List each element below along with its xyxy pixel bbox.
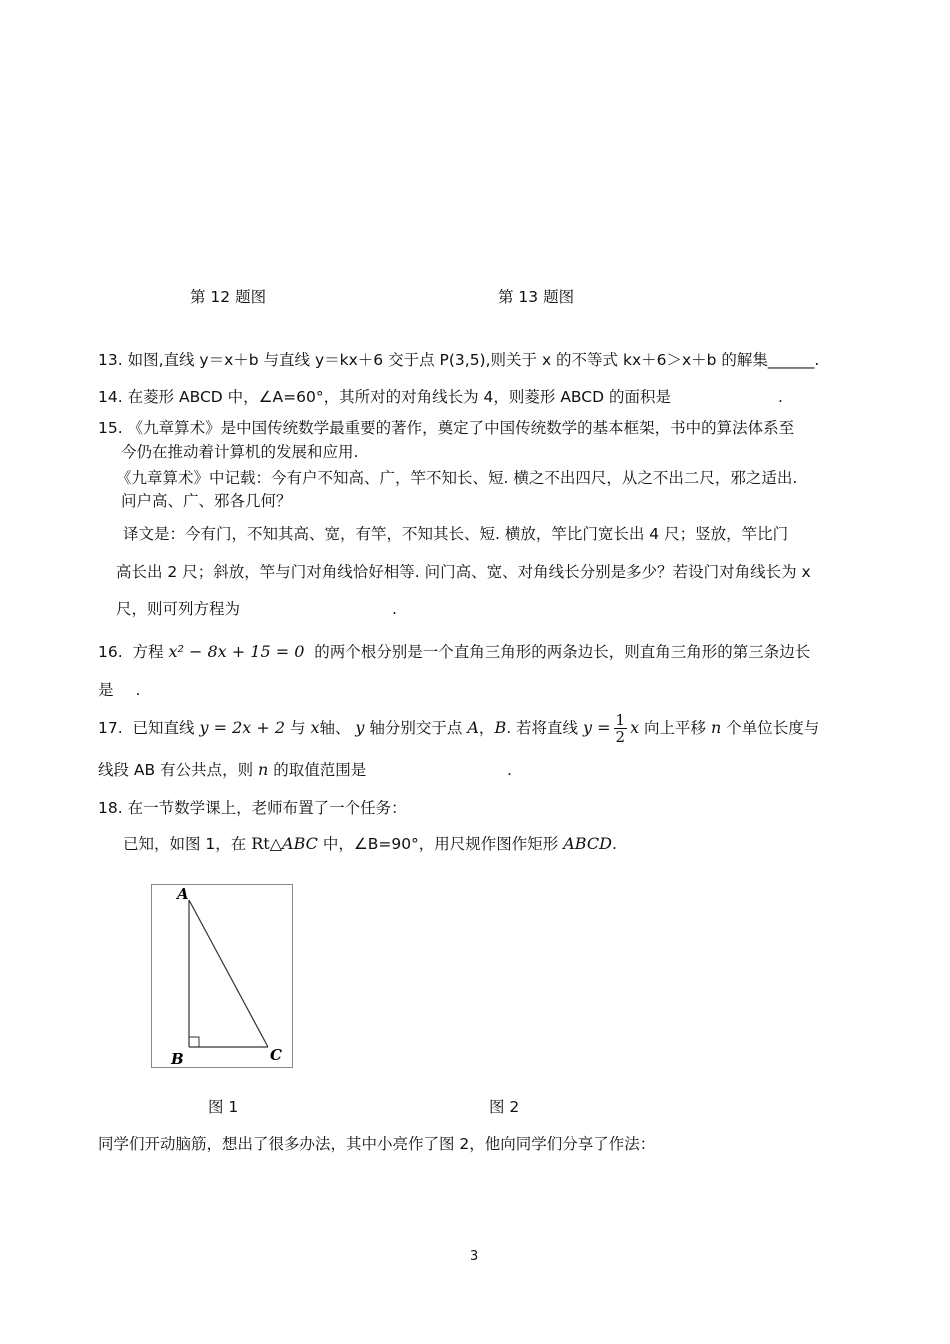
- label-a: A: [177, 885, 189, 903]
- question-13: 13. 如图,直线 y＝x＋b 与直线 y＝kx＋6 交于点 P(3,5),则关于 x 的不等式 kx＋6＞x＋b 的解集______.: [98, 351, 820, 369]
- question-15-line-6: 高长出 2 尺；斜放，竿与门对角线恰好相等. 问门高、宽、对角线长分别是多少？若设门对角线长为 x: [116, 563, 811, 581]
- question-17-eq2-lhs: y =: [583, 718, 611, 737]
- question-16-number: 16.: [98, 643, 123, 661]
- question-15-line-5: 译文是：今有门，不知其高、宽，有竿，不知其长、短. 横放，竿比门宽长出 4 尺；竖放，竿比门: [123, 525, 789, 543]
- question-18-line-2: [123, 834, 617, 854]
- question-17-n-var: n: [711, 718, 722, 737]
- question-18-mid: 中，∠B=90°，用尺规作图作矩形: [322, 835, 559, 853]
- label-b: B: [171, 1050, 184, 1068]
- question-15-line-2: 今仍在推动着计算机的发展和应用.: [121, 443, 359, 461]
- question-17-point-b: B: [494, 718, 507, 737]
- question-14-end: .: [778, 388, 783, 406]
- question-17-point-a: A: [467, 718, 479, 737]
- question-17-line-2-pre: 线段 AB 有公共点，则: [98, 761, 254, 779]
- question-17-text-1: 已知直线: [132, 719, 195, 737]
- question-18-rt-symbol: Rt△: [251, 834, 283, 853]
- caption-fig2: 图 2: [489, 1098, 520, 1116]
- figure-1-frame: [152, 885, 293, 1068]
- closing-paragraph: 同学们开动脑筋，想出了很多办法，其中小亮作了图 2，他向同学们分享了作法：: [98, 1135, 656, 1153]
- question-15-line-1: 15. 《九章算术》是中国传统数学最重要的著作，奠定了中国传统数学的基本框架，书中的算法体系至: [98, 419, 795, 437]
- question-17: [98, 712, 819, 745]
- question-17-text-3: 轴、: [319, 719, 351, 737]
- question-16: [98, 642, 810, 662]
- question-17-text-4: 轴分别交于点: [369, 719, 463, 737]
- question-16-line-2-text: 是: [98, 681, 114, 699]
- question-17-fraction: [614, 712, 628, 745]
- question-15-line-3: 《九章算术》中记载：今有户不知高、广，竿不知长、短. 横之不出四尺，从之不出二尺，邪之适出.: [116, 469, 798, 487]
- question-16-post: 的两个根分别是一个直角三角形的两条边长，则直角三角形的第三条边长: [314, 643, 811, 661]
- question-17-text-2: 与: [289, 719, 306, 737]
- question-16-line-2: [98, 680, 140, 700]
- question-17-end: .: [507, 761, 512, 779]
- question-17-n-var-2: n: [258, 760, 269, 779]
- question-18-pre: 已知，如图 1，在: [123, 835, 247, 853]
- question-17-text-6: 向上平移: [644, 719, 707, 737]
- caption-fig13: 第 13 题图: [498, 288, 575, 306]
- question-16-pre: 方程: [132, 643, 164, 661]
- question-16-equation: x² − 8x + 15 = 0: [168, 642, 305, 661]
- question-18-line-1: 18. 在一节数学课上，老师布置了一个任务：: [98, 799, 407, 817]
- figure-1-triangle: [151, 884, 293, 1068]
- question-15-line-4: 问户高、广、邪各几何？: [121, 492, 292, 510]
- question-17-line-2-post: 的取值范围是: [273, 761, 367, 779]
- caption-fig12: 第 12 题图: [190, 288, 267, 306]
- question-17-y-var: y: [355, 718, 365, 737]
- question-17-line-2: [98, 760, 366, 780]
- question-15-line-7: 尺，则可列方程为: [116, 600, 241, 618]
- question-17-text-7: 个单位长度与: [726, 719, 820, 737]
- page-number: 3: [470, 1249, 479, 1264]
- label-c: C: [270, 1046, 282, 1064]
- question-17-number: 17.: [98, 719, 123, 737]
- question-15-end: .: [392, 600, 397, 618]
- question-16-end: .: [135, 681, 141, 699]
- question-17-text-5: . 若将直线: [506, 719, 579, 737]
- question-18-rectangle-abcd: ABCD: [563, 834, 612, 853]
- fraction-numerator: 1: [615, 711, 626, 729]
- question-18-triangle-abc: ABC: [282, 834, 318, 853]
- question-17-x-var: x: [310, 718, 320, 737]
- question-18-end: .: [611, 835, 617, 853]
- question-17-line-equation: y = 2x + 2: [199, 718, 286, 737]
- question-14: 14. 在菱形 ABCD 中，∠A=60°，其所对的对角线长为 4，则菱形 ABCD 的面积是: [98, 388, 671, 406]
- question-17-comma: ，: [478, 719, 495, 737]
- question-17-eq2-x: x: [630, 718, 640, 737]
- fraction-denominator: 2: [615, 728, 626, 746]
- caption-fig1: 图 1: [208, 1098, 239, 1116]
